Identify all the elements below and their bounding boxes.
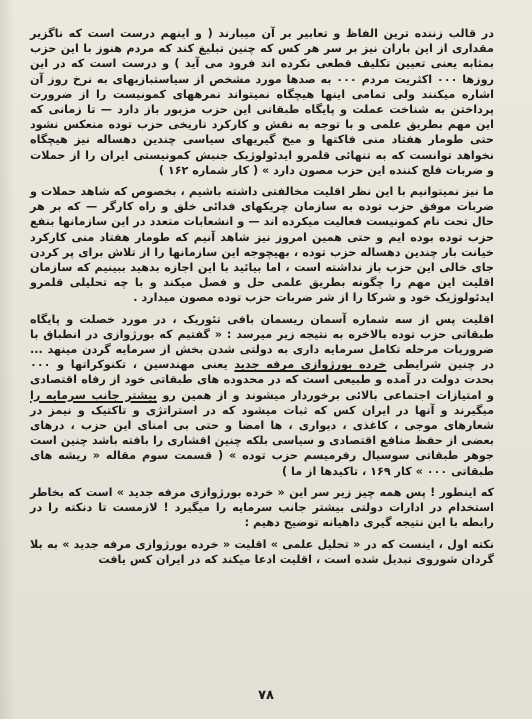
underlined-phrase: بیشتر جانب سرمایه را [30,388,157,402]
page-number: ۷۸ [258,688,274,703]
paragraph-3: اقلیت پس از سه شماره آسمان ریسمان بافی تئوریک ، در مورد خصلت و پایگاه طبقاتی حزب توده بالاخره به نتیجه زیر میرسد : « گفتیم که بورژوازی در انطباق با ضروریات مرحله تکامل سرمایه داری به دولتی شدن بخش از سرمایه گردن مینهد ... در چنین شرایطی خرده بورژوازی مرفه جدید یعنی مهندسین ، تکنوکراتها و ۰۰۰ بحدت دولت در آمده و طبیعی است که در محدوده های طبقاتی خود از رفاه اقتصادی و امتیازات اجتماعی بالائی برخوردار میشوند و از همین رو بیشتر جانب سرمایه را میگیرند و آنها در ایران کس که ثبات میشود که در استراتژی و تاکتیک و نیمز در شعارهای موجی ، کاغذی ، دیواری ، ها امضا و حتی بی امنای این حزب ، درهای بعضی از حفظ منافع اقتصادی و سیاسی بلکه چنین اقشاری را بافته باشد چنین است جوهر طبقاتی سوسیال رفرمیسم حزب توده » ( قسمت سوم مقاله « ریشه های طبقاتی ۰۰۰ » کار ۱۶۹ ، تاکیدها از ما ) [30,312,494,478]
underlined-phrase: خرده بورژوازی مرفه جدید [234,358,387,372]
paragraph-5: نکته اول ، اینست که در « تحلیل علمی » اقلیت « خرده بورژوازی مرفه جدید » به بلا گردان شوروی تبدیل شده است ، اقلیت ادعا میکند که در ایران کس یافت [30,537,494,566]
paragraph-4: که اینطور ! پس همه چیز زیر سر این « خرده بورژوازی مرفه جدید » است که بخاطر استخدام در ادارات دولتی بیشتر جانب سرمایه را میگیرد ! لازمست تا دنکته را در رابطه با این نتیجه گیری داهیانه توضیح دهیم : [30,485,494,530]
paragraph-1: در قالب زننده ترین الفاظ و تعابیر بر آن میبارند ( و اینهم درست است که ناگزیر مقداری از این باران نیز بر سر هر کس که چنین تبلیغ کند که مردم هنوز با این حزب بمثابه یعنی تعیین تکلیف قطعی نکرده اند فرود می آید ) و درست است که در این روزها ۰۰۰ اکثریت مردم ۰۰۰ به صدها مورد مشخص از سیاستبازیهای به نرخ روز آن اشاره میکنند ولی تمامی اینها هیچگاه نمیتواند نمرههای کمونیست را از ضرورت پرداختن به شناخت عملت و پایگاه طبقاتی این حزب مزبور باز دارد — تا زمانی که این مهم بطریق علمی و با توجه به نقش و کارکرد تاریخی حزب توده منعکس نشود حتی طومار هفتاد منی فاکتها و میخ گیریهای سیاسی چندین دهساله نیز هیچگاه نخواهد توانست که به تنهائی قلمرو ایدئولوژیک جنبش کمونیستی ایران را از حملات و ضربات فلج کننده این حزب مصون دارد » ( کار شماره ۱۶۲ ) [30,27,494,177]
paragraph-2: ما نیز نمیتوانیم با این نظر اقلیت مخالفتی داشته باشیم ، بخصوص که شاهد حملات و ضربات موفق حزب توده به سازمان چریکهای فدائی خلق و راه کارگر — که بر هر حال تحت نام کمونیست فعالیت میکرده اند — و انشعابات متعدد در این سازمانها بنفع حزب توده بوده ایم و حتی همین امروز نیز شاهد آنیم که طومار هفتاد منی کارکرد خیانت بار چندین دهساله حزب توده ، بهیچوجه این سازمانها را از تلاش برای پر کردن جای خالی این حزب باز نداشته است ، اما بیائید با این اجازه بدهید ببینیم که سازمان اقلیت این مهم را چگونه بطریق علمی حل و فصل میکند و با چه تحلیلی قلمرو ایدئولوژیک خود و شرکا را از شر ضربات حزب توده مصون میدارد . [30,185,494,305]
